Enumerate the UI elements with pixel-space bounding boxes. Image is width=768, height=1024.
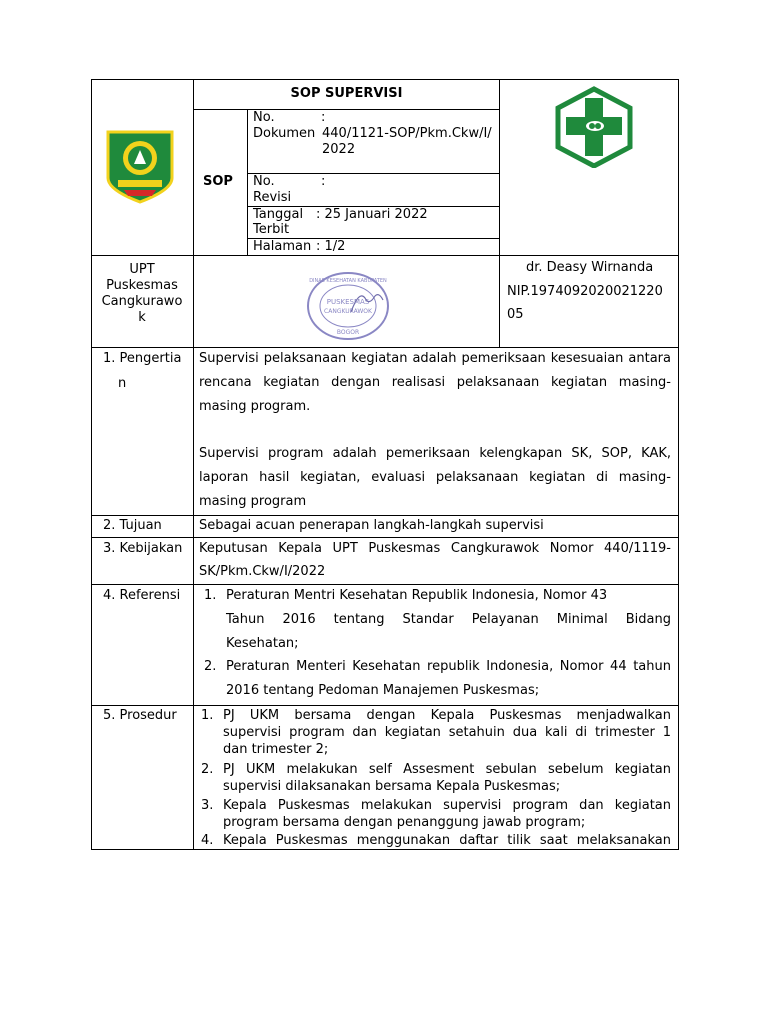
org-line-1: UPT [129, 262, 155, 277]
prosedur-2-line1: PJ UKM melakukan self Assesment sebulan sebelum kegiatan [223, 762, 671, 777]
stamp-bottom: BOGOR [336, 329, 360, 336]
page-value: : 1/2 [316, 239, 346, 254]
referensi-2-line1: Peraturan Menteri Kesehatan republik Indonesia, Nomor 44 tahun [226, 659, 671, 674]
pengertian-p1-line1: Supervisi pelaksanaan kegiatan adalah pemeriksaan kesesuaian antara [199, 351, 671, 366]
doc-number-label-2: Dokumen [253, 126, 316, 141]
pengertian-p1-line3: masing program. [199, 399, 311, 414]
page-label: Halaman [253, 239, 312, 254]
doc-number-colon: : [321, 110, 326, 125]
prosedur-label: 5. Prosedur [103, 708, 177, 723]
referensi-1-line1: Peraturan Mentri Kesehatan Republik Indonesia, Nomor 43 [226, 588, 608, 603]
kebijakan-line1: Keputusan Kepala UPT Puskesmas Cangkurawok Nomor 440/1119- [199, 541, 671, 556]
referensi-1-line3: Kesehatan; [226, 636, 299, 651]
referensi-1-line2: Tahun 2016 tentang Standar Pelayanan Minimal Bidang [226, 612, 671, 627]
org-line-2: Puskesmas [106, 278, 178, 293]
issue-date-value: : 25 Januari 2022 [316, 207, 428, 222]
prosedur-num-1: 1. [201, 708, 214, 723]
signer-name: dr. Deasy Wirnanda [526, 260, 654, 275]
prosedur-1-line1: PJ UKM bersama dengan Kepala Puskesmas menjadwalkan [223, 708, 671, 723]
kebijakan-label: 3. Kebijakan [103, 541, 183, 556]
stamp-arc-text: DINAS KESEHATAN KABUPATEN [309, 278, 387, 284]
regency-logo [104, 128, 176, 204]
stamp-center-1: PUSKESMAS [326, 298, 370, 306]
signer-nip-2: 05 [507, 307, 524, 322]
referensi-2-line2: 2016 tentang Pedoman Manajemen Puskesmas; [226, 683, 540, 698]
revision-colon: : [321, 174, 326, 189]
prosedur-4-line1: Kepala Puskesmas menggunakan daftar tilik saat melaksanakan [223, 833, 671, 848]
referensi-num-2: 2. [204, 659, 217, 674]
revision-label-1: No. [253, 174, 275, 189]
issue-date-label-1: Tanggal [253, 207, 304, 222]
prosedur-num-3: 3. [201, 798, 214, 813]
issue-date-label-2: Terbit [253, 222, 290, 237]
prosedur-3-line1: Kepala Puskesmas melakukan supervisi program dan kegiatan [223, 798, 671, 813]
sop-label: SOP [203, 174, 233, 189]
pengertian-p2-line2: laporan hasil kegiatan, evaluasi pelaksanaan kegiatan di masing- [199, 470, 671, 485]
tujuan-label: 2. Tujuan [103, 518, 162, 533]
official-stamp [303, 268, 393, 344]
tujuan-text: Sebagai acuan penerapan langkah-langkah supervisi [199, 518, 544, 533]
signer-nip-1: NIP.1974092020021220 [507, 284, 663, 299]
pengertian-label-2: n [118, 376, 127, 391]
prosedur-num-4: 4. [201, 833, 214, 848]
pengertian-label-1: 1. Pengertia [103, 351, 182, 366]
prosedur-num-2: 2. [201, 762, 214, 777]
puskesmas-logo [554, 86, 634, 168]
prosedur-3-line2: program bersama dengan penanggung jawab program; [223, 815, 586, 830]
prosedur-1-line3: dan trimester 2; [223, 742, 329, 757]
revision-label-2: Revisi [253, 190, 292, 205]
prosedur-2-line2: supervisi dilaksanakan bersama Kepala Puskesmas; [223, 779, 561, 794]
pengertian-p2-line1: Supervisi program adalah pemeriksaan kelengkapan SK, SOP, KAK, [199, 446, 671, 461]
document-title: SOP SUPERVISI [290, 86, 403, 101]
doc-number-value-1: 440/1121-SOP/Pkm.Ckw/I/ [322, 126, 492, 141]
doc-number-label-1: No. [253, 110, 275, 125]
doc-number-value-2: 2022 [322, 142, 356, 157]
pengertian-p1-line2: rencana kegiatan dengan realisasi pelaksanaan kegiatan masing- [199, 375, 671, 390]
org-line-3: Cangkurawo [101, 294, 183, 309]
pengertian-p2-line3: masing program [199, 494, 307, 509]
referensi-label: 4. Referensi [103, 588, 181, 603]
kebijakan-line2: SK/Pkm.Ckw/I/2022 [199, 564, 326, 579]
org-line-4: k [138, 310, 146, 325]
stamp-center-2: CANGKURAWOK [324, 308, 372, 315]
referensi-num-1: 1. [204, 588, 217, 603]
prosedur-1-line2: supervisi program dan kegiatan setahuin dua kali di trimester 1 [223, 725, 671, 740]
